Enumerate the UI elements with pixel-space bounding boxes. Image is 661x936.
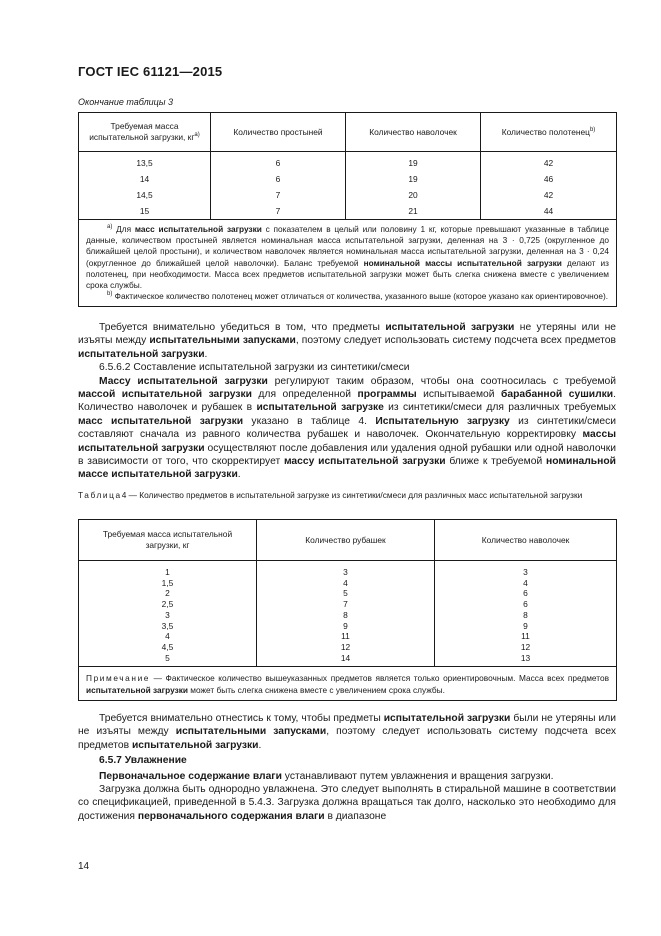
table-row bbox=[79, 187, 617, 203]
footnote-ref-b: b) bbox=[589, 126, 596, 133]
table-cell: 3,5 bbox=[161, 620, 174, 631]
table-row bbox=[79, 561, 617, 667]
table-cell: 14,5 bbox=[79, 187, 211, 203]
table-cell: 7 bbox=[211, 203, 346, 220]
table-cell: 7 bbox=[211, 187, 346, 203]
table-cell: 12 bbox=[520, 641, 531, 652]
table-cell: 1,5 bbox=[161, 577, 174, 588]
paragraph: Загрузка должна быть однородно увлажнена. Это следует выполнять в стиральной машине в соответствии со спецификацией, приведенной в 5.4.3. Загрузка должна вращаться так долго, насколько это необходимо для достижения первоначального содержания влаги в диапазоне bbox=[78, 784, 616, 822]
paragraph: Требуется внимательно убедиться в том, что предметы испытательной загрузки не утеряны или не изъяты между испытательными запусками, поэтому следует использовать систему подсчета всех предметов испытательной загрузки. bbox=[78, 322, 616, 360]
table3-header-towels: Количество полотенец$^{b)}$ bbox=[481, 113, 617, 152]
table-cell: 4 bbox=[523, 577, 528, 588]
table-cell: 20 bbox=[346, 187, 481, 203]
table-cell: 4 bbox=[165, 631, 170, 642]
footnote-ref-a: а) bbox=[194, 132, 200, 139]
table-row bbox=[79, 171, 617, 187]
table3-header-sheets: Количество простыней bbox=[211, 113, 346, 152]
table-cell: 8 bbox=[523, 609, 528, 620]
table4-header-row bbox=[79, 520, 617, 561]
paragraph: Требуется внимательно отнестись к тому, чтобы предметы испытательной загрузки были не утеряны или не изъяты между испытательными запусками, поэтому следует использовать систему подсчета всех предметов испытательной загрузки. bbox=[78, 713, 616, 751]
table-cell: 14 bbox=[340, 652, 351, 663]
table-4 bbox=[78, 519, 617, 701]
paragraph: Первоначальное содержание влаги устанавливают путем увлажнения и вращения загрузки. bbox=[99, 770, 554, 782]
table3-header-pillowcases: Количество наволочек bbox=[346, 113, 481, 152]
table4-shirt-values bbox=[257, 561, 435, 667]
table-cell: 1 bbox=[165, 567, 170, 577]
table-cell: 6 bbox=[523, 588, 528, 599]
table-cell: 21 bbox=[346, 203, 481, 220]
paragraph: Массу испытательной загрузки регулируют таким образом, чтобы она соотносилась с требуемой массой испытательной загрузки для определенной программы испытываемой барабанной сушилки. Количество наволочек и рубашек в испытательной загрузке из синтетики/смеси для различных требуемых масс испытательной загрузки указано в таблице 4. Испытательную загрузку из синтетики/смеси составляют сначала из равного количества рубашек и наволочек. Окончательную корректировку массы испытательной загрузки осуществляют после добавления или удаления одной рубашки или одной наволочки в зависимости от того, что скорректирует массу испытательной загрузки ближе к требуемой номинальной массе испытательной загрузки. bbox=[78, 375, 617, 481]
table3-footnotes bbox=[79, 220, 617, 307]
table-cell: 5 bbox=[343, 588, 348, 599]
table-cell: 11 bbox=[341, 631, 350, 642]
table-cell: 12 bbox=[340, 641, 351, 652]
table-cell: 11 bbox=[521, 631, 530, 642]
table-cell: 42 bbox=[481, 187, 617, 203]
table-row bbox=[79, 203, 617, 220]
table3-header-mass: Требуемая масса испытательной загрузки, $кг^{а)}$ bbox=[79, 113, 211, 152]
table4-header-shirts: Количество рубашек bbox=[257, 520, 435, 561]
table-cell: 14 bbox=[79, 171, 211, 187]
table-cell: 19 bbox=[346, 171, 481, 187]
table-cell: 8 bbox=[343, 609, 348, 620]
table-cell: 44 bbox=[481, 203, 617, 220]
body-text-block-1 bbox=[78, 321, 616, 482]
table3-header-row bbox=[79, 113, 617, 152]
table4-header-mass: Требуемая масса испытательной загрузки, кг bbox=[79, 520, 257, 561]
table-cell: 13,5 bbox=[79, 152, 211, 172]
table-cell: 19 bbox=[346, 152, 481, 172]
table-cell: 3 bbox=[343, 567, 348, 577]
table-cell: 42 bbox=[481, 152, 617, 172]
table-row bbox=[79, 152, 617, 172]
page-number: 14 bbox=[78, 861, 90, 872]
footnote-b: $^{b)}$ Фактическое количество полотенец может отличаться от количества, указанного выше (которое указано как ориентировочное). bbox=[107, 291, 609, 302]
table-3 bbox=[78, 112, 617, 307]
table-cell: 7 bbox=[343, 599, 348, 610]
table-cell: 4 bbox=[343, 577, 348, 588]
table-cell: 2 bbox=[165, 588, 170, 599]
table4-mass-values bbox=[79, 561, 257, 667]
table-cell: 4,5 bbox=[161, 641, 174, 652]
table-cell: 9 bbox=[343, 620, 348, 631]
section-heading-6-5-7: 6.5.7 Увлажнение bbox=[99, 755, 187, 767]
document-header: ГОСТ IEC 61121—2015 bbox=[78, 64, 223, 79]
table-cell: 46 bbox=[481, 171, 617, 187]
table-cell: 6 bbox=[211, 171, 346, 187]
table-cell: 6 bbox=[523, 599, 528, 610]
section-heading-6-5-6-2: 6.5.6.2 Составление испытательной загрузки из синтетики/смеси bbox=[99, 362, 410, 374]
footnote-a: $^{а)}$ Для масс испытательной загрузки с показателем в целый или половину 1 кг, которые превышают указанные в таблице данные, количеством простыней является номинальная масса испытательной загрузки, деленная на 3 · 0,725 (округленное до ближайшей целой простыни), и количеством наволочек является номинальная масса испытательной загрузки, деленная на 3 · 0,24 (округленное до ближайшей целой наволочки). Баланс требуемой номинальной массы испытательной загрузки делают из полотенец, при необходимости. Масса всех предметов испытательной загрузки может быть слегка снижена вместе с увеличением срока службы. bbox=[86, 224, 609, 291]
table-cell: 5 bbox=[165, 652, 170, 663]
table-cell: 9 bbox=[523, 620, 528, 631]
table-cell: 15 bbox=[79, 203, 211, 220]
table4-note: Примечание — Фактическое количество вышеуказанных предметов является только ориентировочным. Масса всех предметов испытательной загрузки может быть слегка снижена вместе с увеличением срока службы. bbox=[79, 667, 617, 700]
body-text-block-2 bbox=[78, 712, 616, 823]
table4-caption: Таблица4 — Количество предметов в испытательной загрузке из синтетики/смеси для различных масс испытательной загрузки bbox=[78, 490, 583, 500]
table-cell: 13 bbox=[520, 652, 531, 663]
table4-note-row bbox=[79, 667, 617, 700]
table4-header-pillowcases: Количество наволочек bbox=[435, 520, 617, 561]
table3-caption: Окончание таблицы 3 bbox=[78, 97, 173, 107]
table-cell: 6 bbox=[211, 152, 346, 172]
table-cell: 2,5 bbox=[161, 599, 174, 610]
table-cell: 3 bbox=[523, 567, 528, 577]
table-cell: 3 bbox=[165, 609, 170, 620]
table4-pillowcase-values bbox=[435, 561, 617, 667]
